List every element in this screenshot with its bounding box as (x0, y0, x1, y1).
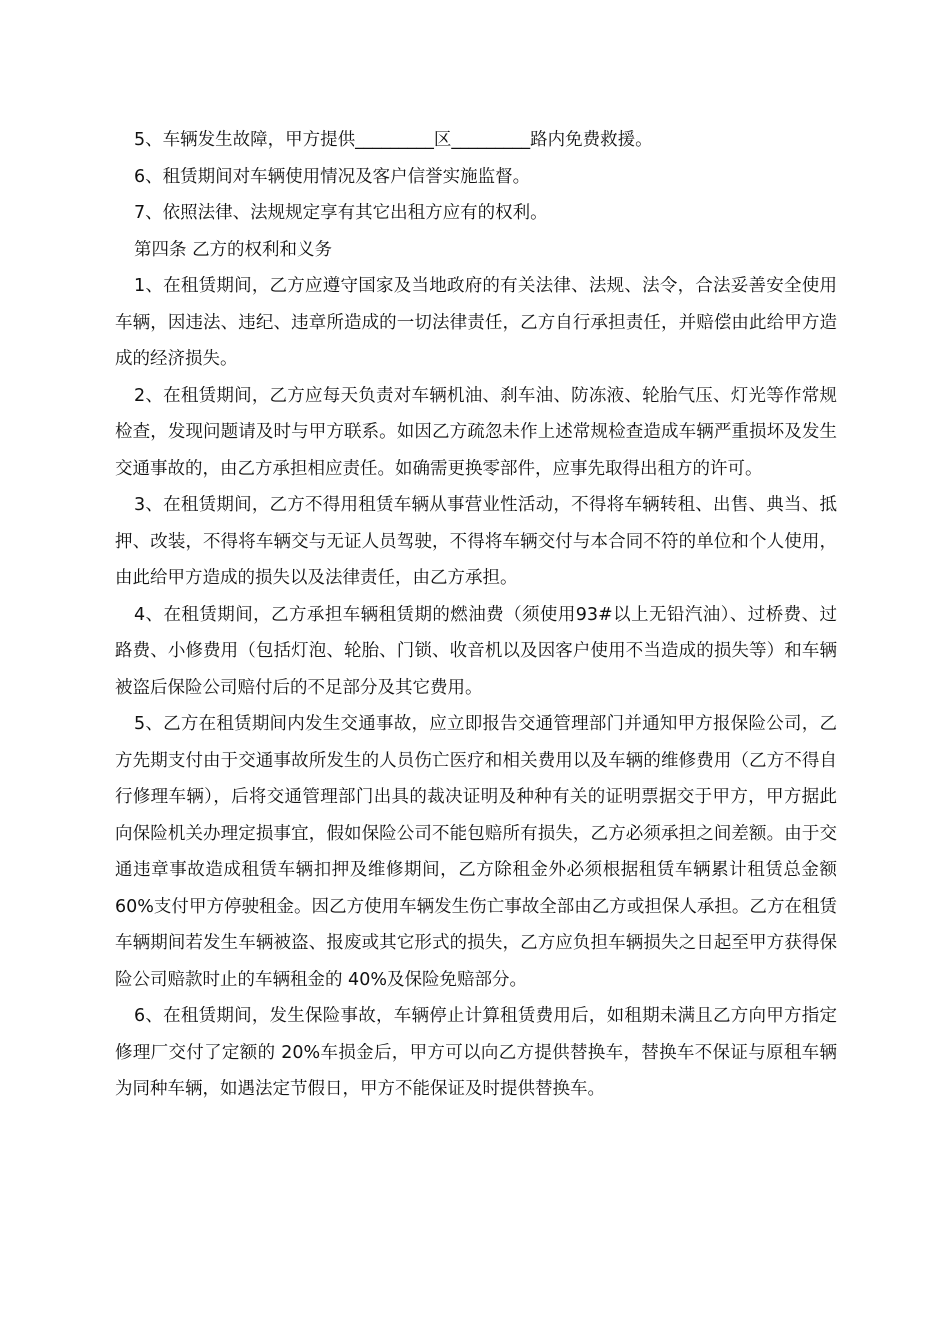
section-heading-article-4: 第四条 乙方的权利和义务 (134, 239, 333, 260)
paragraph-fault-rescue: 5、车辆发生故障，甲方提供_________区_________路内免费救援。 (134, 130, 653, 150)
paragraph-daily-checks: 2、在租赁期间，乙方应每天负责对车辆机油、刹车油、防冻液、轮胎气压、灯光等作常规检查，发现问题请及时与甲方联系。如因乙方疏忽未作上述常规检查造成车辆严重损坏及发生交通事故的，由乙方承担相应责任。如确需更换零部件，应事先取得出租方的许可。 (115, 385, 837, 479)
document-body (115, 122, 837, 1108)
paragraph-other-rights: 7、依照法律、法规规定享有其它出租方应有的权利。 (134, 203, 548, 223)
paragraph-obey-laws: 1、在租赁期间，乙方应遵守国家及当地政府的有关法律、法规、法令，合法妥善安全使用车辆，因违法、违纪、违章所造成的一切法律责任，乙方自行承担责任，并赔偿由此给甲方造成的经济损失。 (115, 276, 837, 369)
paragraph-traffic-accident: 5、乙方在租赁期间内发生交通事故，应立即报告交通管理部门并通知甲方报保险公司，乙方先期支付由于交通事故所发生的人员伤亡医疗和相关费用以及车辆的维修费用（乙方不得自行修理车辆），后将交通管理部门出具的裁决证明及种种有关的证明票据交于甲方，甲方据此向保险机关办理定损事宜，假如保险公司不能包赔所有损失，乙方必须承担之间差额。由于交通违章事故造成租赁车辆扣押及维修期间，乙方除租金外必须根据租赁车辆累计租赁总金额 60%支付甲方停驶租金。因乙方使用车辆发生伤亡事故全部由乙方或担保人承担。乙方在租赁车辆期间若发生车辆被盗、报废或其它形式的损失，乙方应负担车辆损失之日起至甲方获得保险公司赔款时止的车辆租金的 40%及保险免赔部分。 (115, 714, 837, 990)
paragraph-no-commercial-use: 3、在租赁期间，乙方不得用租赁车辆从事营业性活动，不得将车辆转租、出售、典当、抵押、改装，不得将车辆交与无证人员驾驶，不得将车辆交付与本合同不符的单位和个人使用，由此给甲方造成的损失以及法律责任，由乙方承担。 (115, 495, 837, 588)
paragraph-supervision: 6、租赁期间对车辆使用情况及客户信誉实施监督。 (134, 166, 531, 187)
paragraph-replacement-car: 6、在租赁期间，发生保险事故，车辆停止计算租赁费用后，如租期未满且乙方向甲方指定修理厂交付了定额的 20%车损金后，甲方可以向乙方提供替换车，替换车不保证与原租车辆为同种车辆，如遇法定节假日，甲方不能保证及时提供替换车。 (115, 1006, 837, 1099)
paragraph-fuel-costs: 4、在租赁期间，乙方承担车辆租赁期的燃油费（须使用93#以上无铅汽油）、过桥费、过路费、小修费用（包括灯泡、轮胎、门锁、收音机以及因客户使用不当造成的损失等）和车辆被盗后保险公司赔付后的不足部分及其它费用。 (115, 604, 837, 698)
